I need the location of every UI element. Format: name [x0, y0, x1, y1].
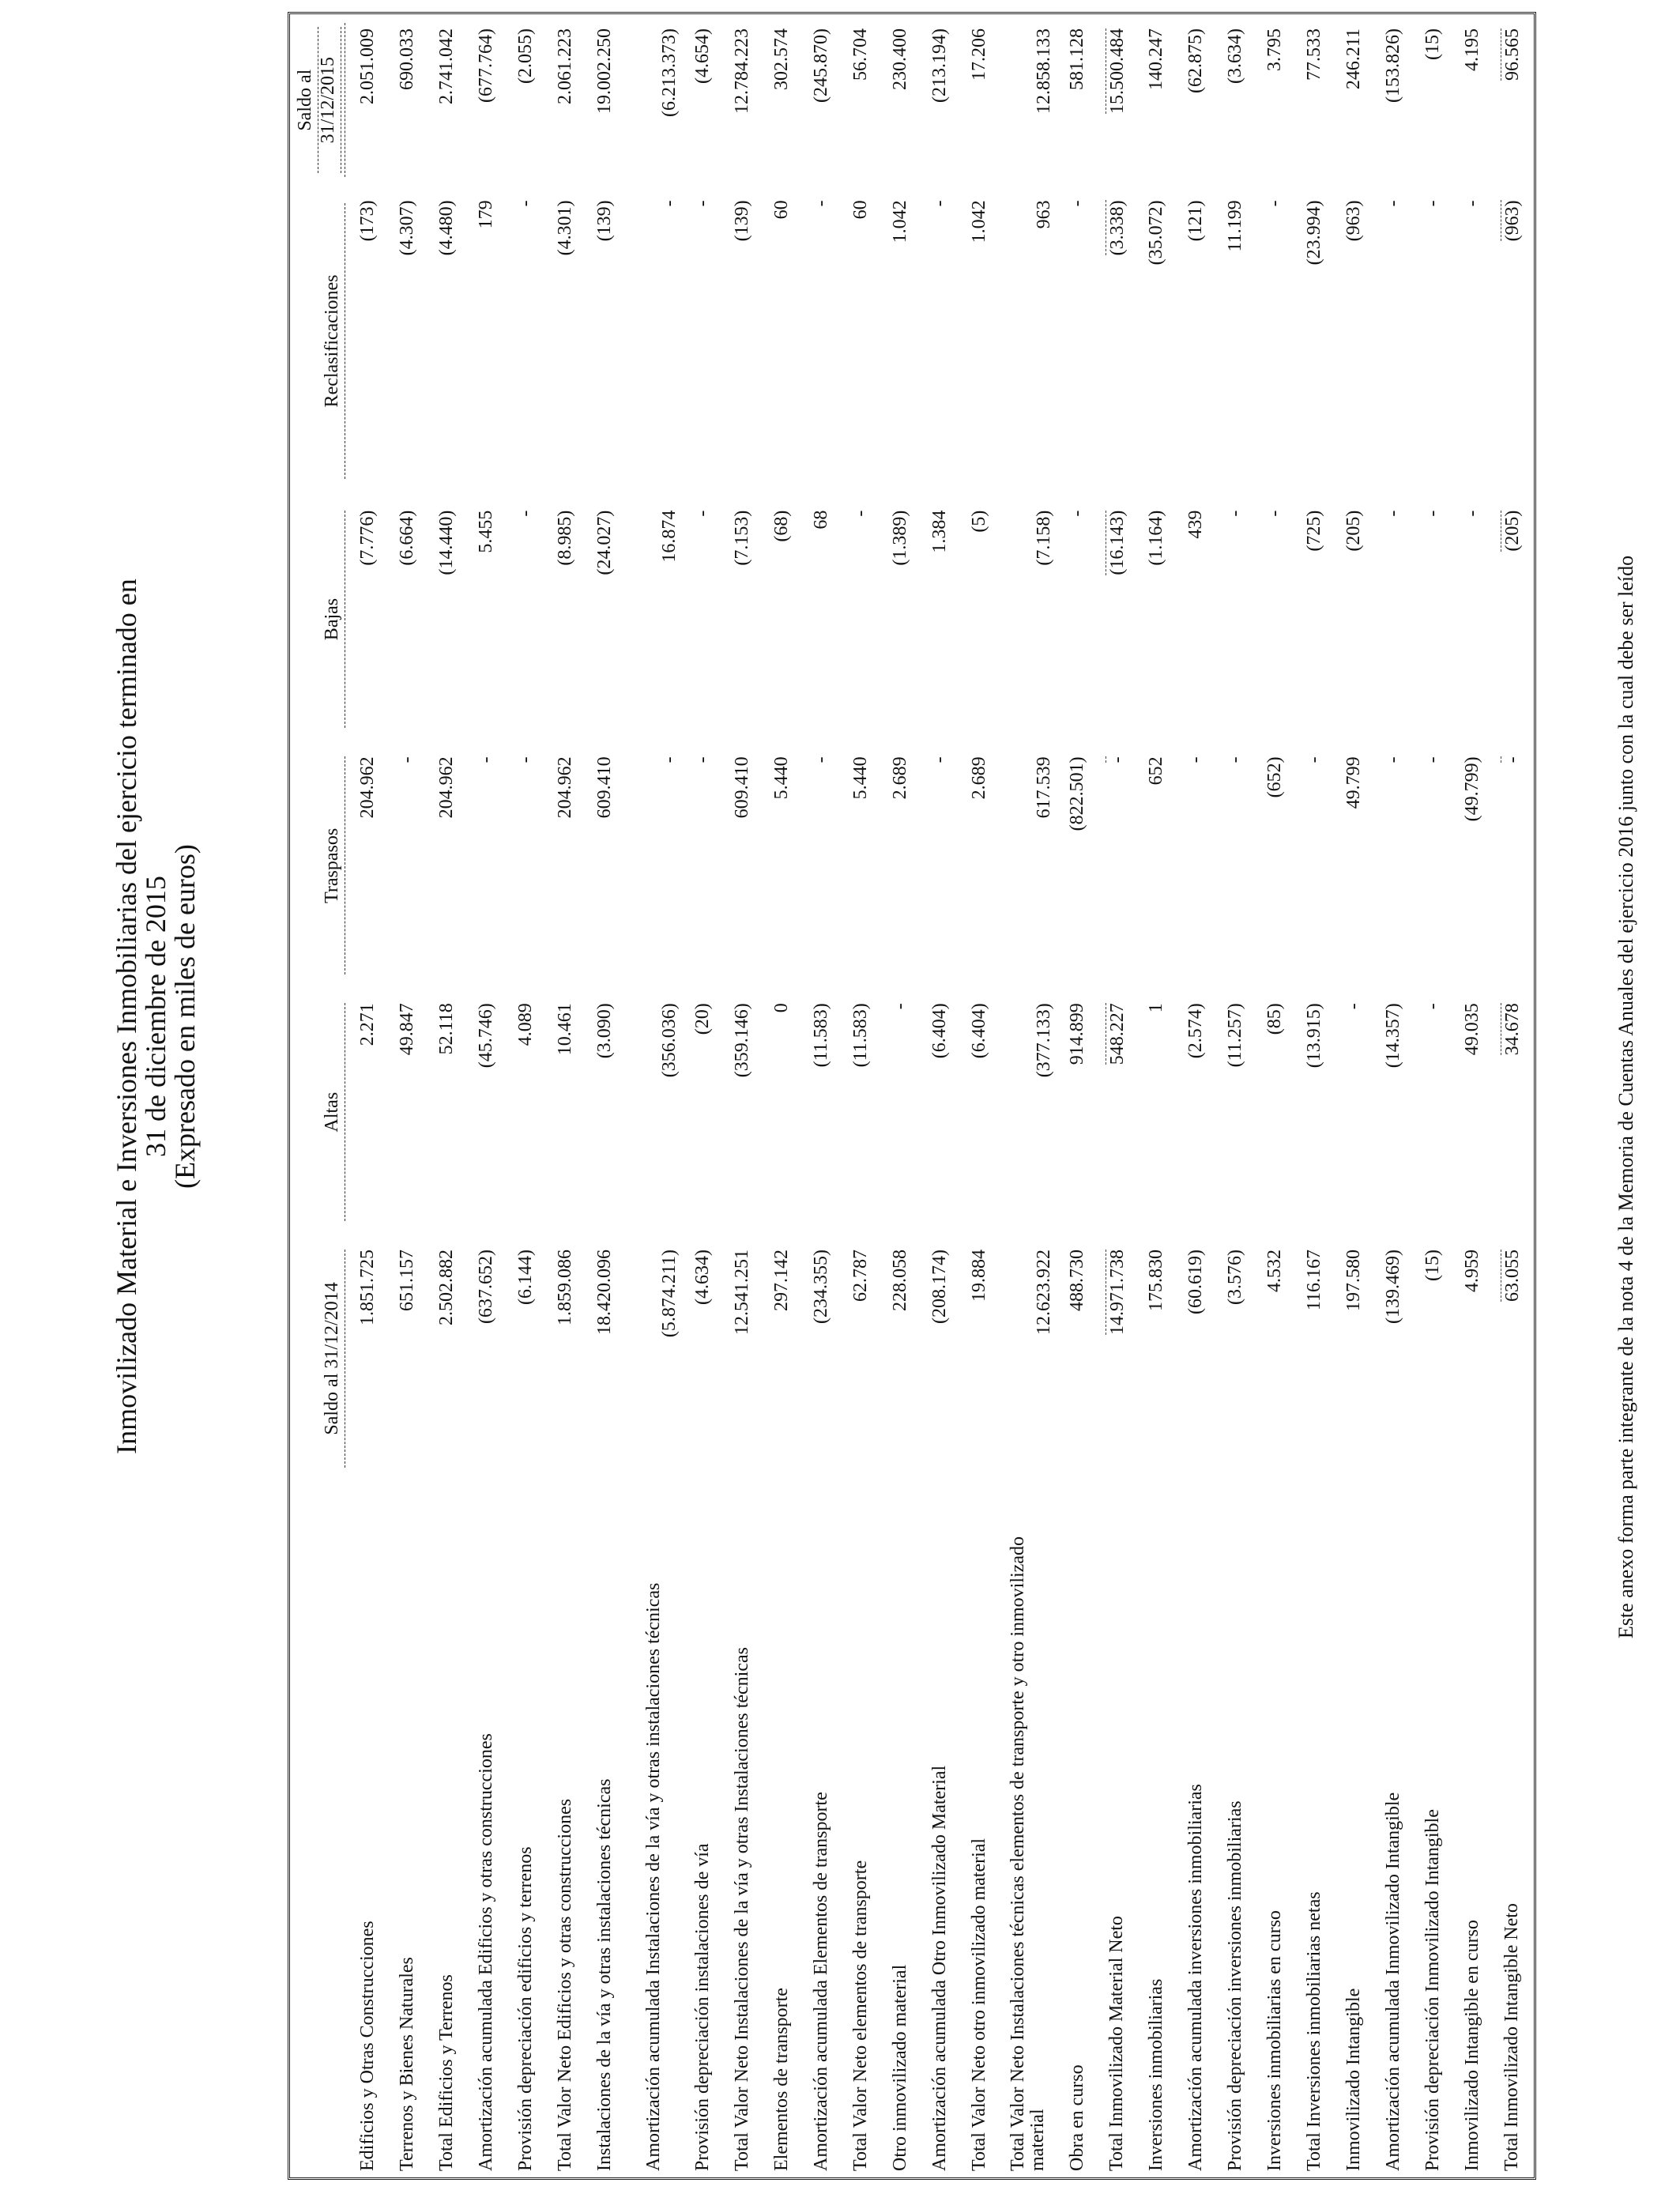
cell-reclasificaciones: - [1382, 200, 1403, 207]
cell-saldo-inicial: (4.634) [691, 1250, 713, 1306]
row-label: Provisión depreciación inversiones inmobiliarias [1224, 1800, 1245, 2171]
cell-bajas: (7.158) [1034, 510, 1054, 566]
cell-traspasos: 49.799 [1343, 756, 1364, 809]
row-label: Edificios y Otras Construcciones [356, 1921, 378, 2171]
cell-traspasos: - [1185, 756, 1206, 763]
cell-saldo-final: 19.002.250 [593, 28, 615, 114]
cell-bajas: (24.027) [593, 510, 615, 575]
cell-bajas: - [1224, 510, 1245, 517]
cell-altas: 548.227 [1107, 1003, 1128, 1065]
row-label: Otro inmovilizado material [889, 1964, 910, 2171]
cell-reclasificaciones: (4.301) [554, 200, 575, 256]
cell-altas: (85) [1264, 1003, 1285, 1035]
cell-bajas: - [1264, 510, 1285, 517]
cell-saldo-final: 77.533 [1303, 28, 1324, 81]
cell-reclasificaciones: - [514, 200, 536, 207]
table-row [801, 14, 841, 2177]
row-label: Amortización acumulada inversiones inmobiliarias [1185, 1784, 1206, 2171]
cell-saldo-final: (245.870) [810, 28, 831, 103]
cell-saldo-inicial: (139.469) [1382, 1250, 1403, 1325]
cell-saldo-inicial: 63.055 [1502, 1250, 1523, 1302]
cell-reclasificaciones: (35.072) [1145, 200, 1166, 266]
footer-note: Este anexo forma parte integrante de la nota 4 de la Memoria de Cuentas Anuales del ejercicio 2016 junto con la cual debe ser leído [1614, 555, 1637, 1639]
table-row [427, 14, 466, 2177]
table-row [1215, 14, 1255, 2177]
cell-altas: (11.583) [849, 1003, 871, 1068]
row-label: Total Edificios y Terrenos [435, 1974, 457, 2171]
table-row [1334, 14, 1373, 2177]
table-row [959, 14, 999, 2177]
table-frame [288, 12, 1536, 2180]
cell-saldo-inicial: 12.541.251 [731, 1250, 752, 1336]
cell-traspasos: - [810, 756, 831, 763]
table-row [348, 14, 387, 2177]
cell-saldo-inicial: 14.971.738 [1107, 1250, 1128, 1336]
cell-saldo-inicial: 116.167 [1303, 1250, 1324, 1311]
cell-saldo-inicial: (637.652) [475, 1250, 496, 1325]
cell-altas: 52.118 [435, 1003, 457, 1055]
cell-traspasos: 652 [1145, 756, 1166, 786]
cell-reclasificaciones: 179 [475, 200, 496, 229]
cell-saldo-final: 140.247 [1145, 28, 1166, 90]
cell-bajas: - [849, 510, 871, 517]
cell-altas: (6.404) [929, 1003, 950, 1059]
cell-saldo-final: 2.741.042 [435, 28, 457, 104]
cell-saldo-final: 3.795 [1264, 28, 1285, 71]
fixed-assets-table [290, 14, 1531, 2177]
cell-altas: (359.146) [731, 1003, 752, 1078]
cell-altas: (20) [691, 1003, 713, 1035]
table-row [466, 14, 506, 2177]
cell-bajas: - [1461, 510, 1482, 517]
cell-altas: (3.090) [593, 1003, 615, 1059]
cell-saldo-inicial: 297.142 [770, 1250, 792, 1312]
cell-altas: - [1343, 1003, 1364, 1010]
title-block [112, 424, 200, 1609]
table-row [545, 14, 585, 2177]
row-label: Total Valor Neto elementos de transporte [849, 1860, 871, 2171]
cell-saldo-final: (213.194) [929, 28, 950, 103]
cell-saldo-final: (62.875) [1185, 28, 1206, 93]
cell-altas: - [889, 1003, 910, 1010]
cell-bajas: 68 [810, 510, 831, 530]
cell-altas: (11.583) [810, 1003, 831, 1068]
cell-reclasificaciones: (139) [731, 200, 752, 242]
cell-saldo-final: 230.400 [889, 28, 910, 90]
cell-bajas: (1.164) [1145, 510, 1166, 566]
cell-saldo-final: (153.826) [1382, 28, 1403, 103]
table-row [1136, 14, 1176, 2177]
cell-traspasos: - [1382, 756, 1403, 763]
cell-saldo-inicial: (208.174) [929, 1250, 950, 1325]
table-row [1492, 14, 1531, 2177]
cell-traspasos: - [659, 756, 680, 763]
cell-traspasos: - [1303, 756, 1324, 763]
cell-saldo-inicial: 488.730 [1066, 1250, 1087, 1312]
cell-altas: (356.036) [659, 1003, 680, 1078]
cell-bajas: 1.384 [929, 510, 950, 553]
cell-altas: (45.746) [475, 1003, 496, 1069]
cell-reclasificaciones: - [659, 200, 680, 207]
cell-bajas: (1.389) [889, 510, 910, 566]
table-row [506, 14, 545, 2177]
cell-saldo-final: 2.051.009 [356, 28, 378, 104]
cell-traspasos: - [1107, 756, 1128, 763]
cell-bajas: (5) [968, 510, 989, 533]
row-label: Obra en curso [1066, 2064, 1087, 2171]
title-line-3: (Expresado en miles de euros) [169, 844, 201, 1189]
row-label: Provisión depreciación edificios y terrenos [514, 1846, 536, 2171]
cell-reclasificaciones: 1.042 [968, 200, 989, 243]
cell-saldo-inicial: 2.502.882 [435, 1250, 457, 1326]
cell-traspasos: - [1224, 756, 1245, 763]
table-row [1176, 14, 1215, 2177]
cell-saldo-final: 246.211 [1343, 28, 1364, 90]
cell-saldo-inicial: 4.532 [1264, 1250, 1285, 1293]
cell-bajas: (7.153) [731, 510, 752, 566]
cell-saldo-inicial: (234.355) [810, 1250, 831, 1325]
cell-saldo-final: 96.565 [1502, 28, 1523, 81]
table-row [1413, 14, 1452, 2177]
cell-reclasificaciones: (4.480) [435, 200, 457, 256]
table-row [585, 14, 624, 2177]
cell-reclasificaciones: (139) [593, 200, 615, 242]
header-traspasos: Traspasos [290, 742, 348, 989]
cell-reclasificaciones: 1.042 [889, 200, 910, 243]
cell-altas: 914.899 [1066, 1003, 1087, 1065]
cell-altas: 34.678 [1502, 1003, 1523, 1056]
row-label: Terrenos y Bienes Naturales [396, 1957, 417, 2171]
cell-saldo-inicial: 12.623.922 [1034, 1250, 1054, 1336]
cell-saldo-inicial: 19.884 [968, 1250, 989, 1302]
cell-saldo-final: 56.704 [849, 28, 871, 81]
header-altas: Altas [290, 989, 348, 1235]
row-label: Inmovilizado Intangible [1343, 1988, 1364, 2171]
header-row [290, 14, 348, 2177]
cell-saldo-inicial: (6.144) [514, 1250, 536, 1306]
cell-bajas: - [691, 510, 713, 517]
table-row [1255, 14, 1294, 2177]
cell-bajas: 5.455 [475, 510, 496, 553]
cell-reclasificaciones: (173) [356, 200, 378, 242]
cell-altas: 4.089 [514, 1003, 536, 1046]
row-label: Inmovilizado Intangible en curso [1461, 1920, 1482, 2171]
cell-altas: 1 [1145, 1003, 1166, 1013]
row-label: Total Inmovilizado Material Neto [1106, 1916, 1127, 2171]
cell-traspasos: - [1502, 756, 1523, 763]
cell-bajas: (7.776) [356, 510, 378, 566]
row-label: Inversiones inmobiliarias [1145, 1978, 1166, 2171]
cell-reclasificaciones: 60 [770, 200, 792, 220]
cell-saldo-final: 12.858.133 [1034, 28, 1054, 114]
row-label: Total Valor Neto Instalaciones técnicas elementos de transporte y otro inmovilizado material [1008, 1536, 1048, 2171]
row-label: Amortización acumulada Instalaciones de la vía y otras instalaciones técnicas [642, 1582, 664, 2171]
cell-traspasos: 204.962 [554, 756, 575, 819]
table-row [1057, 14, 1097, 2177]
cell-reclasificaciones: 963 [1034, 200, 1054, 229]
cell-reclasificaciones: - [1066, 200, 1087, 207]
cell-saldo-inicial: (15) [1422, 1250, 1443, 1282]
cell-traspasos: (49.799) [1461, 756, 1482, 822]
cell-bajas: - [1066, 510, 1087, 517]
header-bajas: Bajas [290, 496, 348, 743]
cell-saldo-final: (677.764) [475, 28, 496, 103]
title-line-2: 31 de diciembre de 2015 [140, 876, 171, 1157]
cell-altas: (377.133) [1034, 1003, 1054, 1078]
cell-traspasos: - [514, 756, 536, 763]
table-row [1452, 14, 1492, 2177]
cell-altas: (2.574) [1185, 1003, 1206, 1059]
cell-altas: (14.357) [1382, 1003, 1403, 1069]
cell-altas: 2.271 [356, 1003, 378, 1046]
cell-traspasos: - [1422, 756, 1443, 763]
table-row [999, 14, 1057, 2177]
table-body [348, 14, 1531, 2177]
cell-altas: - [1422, 1003, 1443, 1010]
header-reclasificaciones: Reclasificaciones [290, 186, 348, 496]
cell-saldo-inicial: 651.157 [396, 1250, 417, 1312]
cell-saldo-inicial: 18.420.096 [593, 1250, 615, 1336]
cell-reclasificaciones: - [1264, 200, 1285, 207]
row-label: Elementos de transporte [770, 1988, 792, 2171]
row-label: Amortización acumulada Edificios y otras construcciones [475, 1733, 496, 2171]
table-row [920, 14, 959, 2177]
cell-reclasificaciones: - [810, 200, 831, 207]
cell-bajas: 439 [1185, 510, 1206, 539]
cell-traspasos: - [475, 756, 496, 763]
cell-saldo-final: 690.033 [396, 28, 417, 90]
cell-saldo-final: 2.061.223 [554, 28, 575, 104]
cell-traspasos: 5.440 [770, 756, 792, 800]
cell-bajas: (6.664) [396, 510, 417, 566]
header-saldo-inicial: Saldo al 31/12/2014 [290, 1235, 348, 1482]
cell-saldo-final: 12.784.223 [731, 28, 752, 114]
cell-reclasificaciones: (4.307) [396, 200, 417, 256]
cell-reclasificaciones: - [929, 200, 950, 207]
cell-saldo-final: 15.500.484 [1107, 28, 1128, 114]
cell-reclasificaciones: - [691, 200, 713, 207]
table-row [880, 14, 920, 2177]
cell-saldo-final: (3.634) [1224, 28, 1245, 84]
row-label: Total Valor Neto Instalaciones de la vía y otras Instalaciones técnicas [731, 1647, 752, 2171]
cell-saldo-inicial: 1.851.725 [356, 1250, 378, 1326]
cell-reclasificaciones: (963) [1343, 200, 1364, 242]
cell-traspasos: 617.539 [1034, 756, 1054, 819]
row-label: Amortización acumulada Inmovilizado Intangible [1382, 1792, 1403, 2171]
table-row [1294, 14, 1334, 2177]
cell-reclasificaciones: 11.199 [1224, 200, 1245, 252]
cell-bajas: - [1382, 510, 1403, 517]
cell-saldo-final: 302.574 [770, 28, 792, 90]
cell-saldo-inicial: 197.580 [1343, 1250, 1364, 1312]
cell-saldo-final: (2.055) [514, 28, 536, 84]
cell-traspasos: 204.962 [356, 756, 378, 819]
cell-bajas: (8.985) [554, 510, 575, 566]
table-row [762, 14, 801, 2177]
cell-altas: (13.915) [1303, 1003, 1324, 1069]
cell-saldo-final: (4.654) [691, 28, 713, 84]
row-label: Provisión depreciación Inmovilizado Intangible [1422, 1809, 1443, 2171]
cell-bajas: (16.143) [1107, 510, 1128, 575]
table-row [722, 14, 762, 2177]
cell-saldo-inicial: (3.576) [1224, 1250, 1245, 1306]
row-label: Total Inmovilizado Intangible Neto [1501, 1903, 1522, 2171]
header-label [290, 1482, 348, 2177]
cell-reclasificaciones: 60 [849, 200, 871, 220]
cell-saldo-inicial: (60.619) [1185, 1250, 1206, 1315]
cell-reclasificaciones: (23.994) [1303, 200, 1324, 266]
cell-reclasificaciones: - [1461, 200, 1482, 207]
row-label: Amortización acumulada Elementos de transporte [810, 1792, 831, 2171]
cell-traspasos: - [929, 756, 950, 763]
header-saldo-final: Saldo al 31/12/2015 [290, 14, 348, 186]
cell-saldo-inicial: 175.830 [1145, 1250, 1166, 1312]
cell-bajas: - [514, 510, 536, 517]
table-row [841, 14, 880, 2177]
cell-traspasos: 204.962 [435, 756, 457, 819]
row-label: Total Valor Neto Edificios y otras construcciones [554, 1798, 575, 2171]
cell-traspasos: 2.689 [889, 756, 910, 800]
cell-traspasos: (822.501) [1066, 756, 1087, 831]
table-row [624, 14, 683, 2177]
cell-bajas: (205) [1343, 510, 1364, 552]
cell-traspasos: - [691, 756, 713, 763]
cell-saldo-inicial: 228.058 [889, 1250, 910, 1312]
cell-traspasos: 609.410 [731, 756, 752, 819]
cell-bajas: (14.440) [435, 510, 457, 575]
table-row [683, 14, 722, 2177]
cell-altas: 49.035 [1461, 1003, 1482, 1056]
row-label: Instalaciones de la vía y otras instalaciones técnicas [593, 1778, 615, 2171]
cell-saldo-inicial: 1.859.086 [554, 1250, 575, 1326]
cell-bajas: - [1422, 510, 1443, 517]
table-row [1097, 14, 1136, 2177]
cell-saldo-final: 4.195 [1461, 28, 1482, 71]
row-label: Total Inversiones inmobiliarias netas [1303, 1891, 1324, 2171]
cell-altas: (11.257) [1224, 1003, 1245, 1068]
cell-bajas: (205) [1502, 510, 1523, 552]
cell-bajas: 16.874 [659, 510, 680, 563]
cell-saldo-inicial: 4.959 [1461, 1250, 1482, 1293]
cell-saldo-final: (15) [1422, 28, 1443, 60]
cell-traspasos: 2.689 [968, 756, 989, 800]
cell-bajas: (68) [770, 510, 792, 542]
table-row [1373, 14, 1413, 2177]
row-label: Provisión depreciación instalaciones de vía [691, 1843, 713, 2171]
cell-reclasificaciones: (963) [1502, 200, 1523, 242]
cell-altas: 49.847 [396, 1003, 417, 1056]
row-label: Total Valor Neto otro inmovilizado material [968, 1838, 989, 2171]
cell-altas: 10.461 [554, 1003, 575, 1056]
cell-traspasos: - [396, 756, 417, 763]
title-line-1: Inmovilizado Material e Inversiones Inmobiliarias del ejercicio terminado en [111, 579, 142, 1454]
cell-reclasificaciones: - [1422, 200, 1443, 207]
cell-reclasificaciones: (121) [1185, 200, 1206, 242]
cell-bajas: (725) [1303, 510, 1324, 552]
row-label: Inversiones inmobiliarias en curso [1264, 1910, 1285, 2171]
cell-traspasos: 5.440 [849, 756, 871, 800]
cell-traspasos: 609.410 [593, 756, 615, 819]
cell-saldo-final: 17.206 [968, 28, 989, 81]
cell-traspasos: (652) [1264, 756, 1285, 798]
cell-saldo-inicial: (5.874.211) [659, 1250, 680, 1338]
cell-reclasificaciones: (3.338) [1107, 200, 1128, 256]
cell-altas: (6.404) [968, 1003, 989, 1059]
cell-saldo-final: 581.128 [1066, 28, 1087, 90]
cell-altas: 0 [770, 1003, 792, 1013]
row-label: Amortización acumulada Otro Inmovilizado Material [929, 1765, 950, 2171]
cell-saldo-final: (6.213.373) [659, 28, 680, 117]
table-row [387, 14, 427, 2177]
cell-saldo-inicial: 62.787 [849, 1250, 871, 1302]
